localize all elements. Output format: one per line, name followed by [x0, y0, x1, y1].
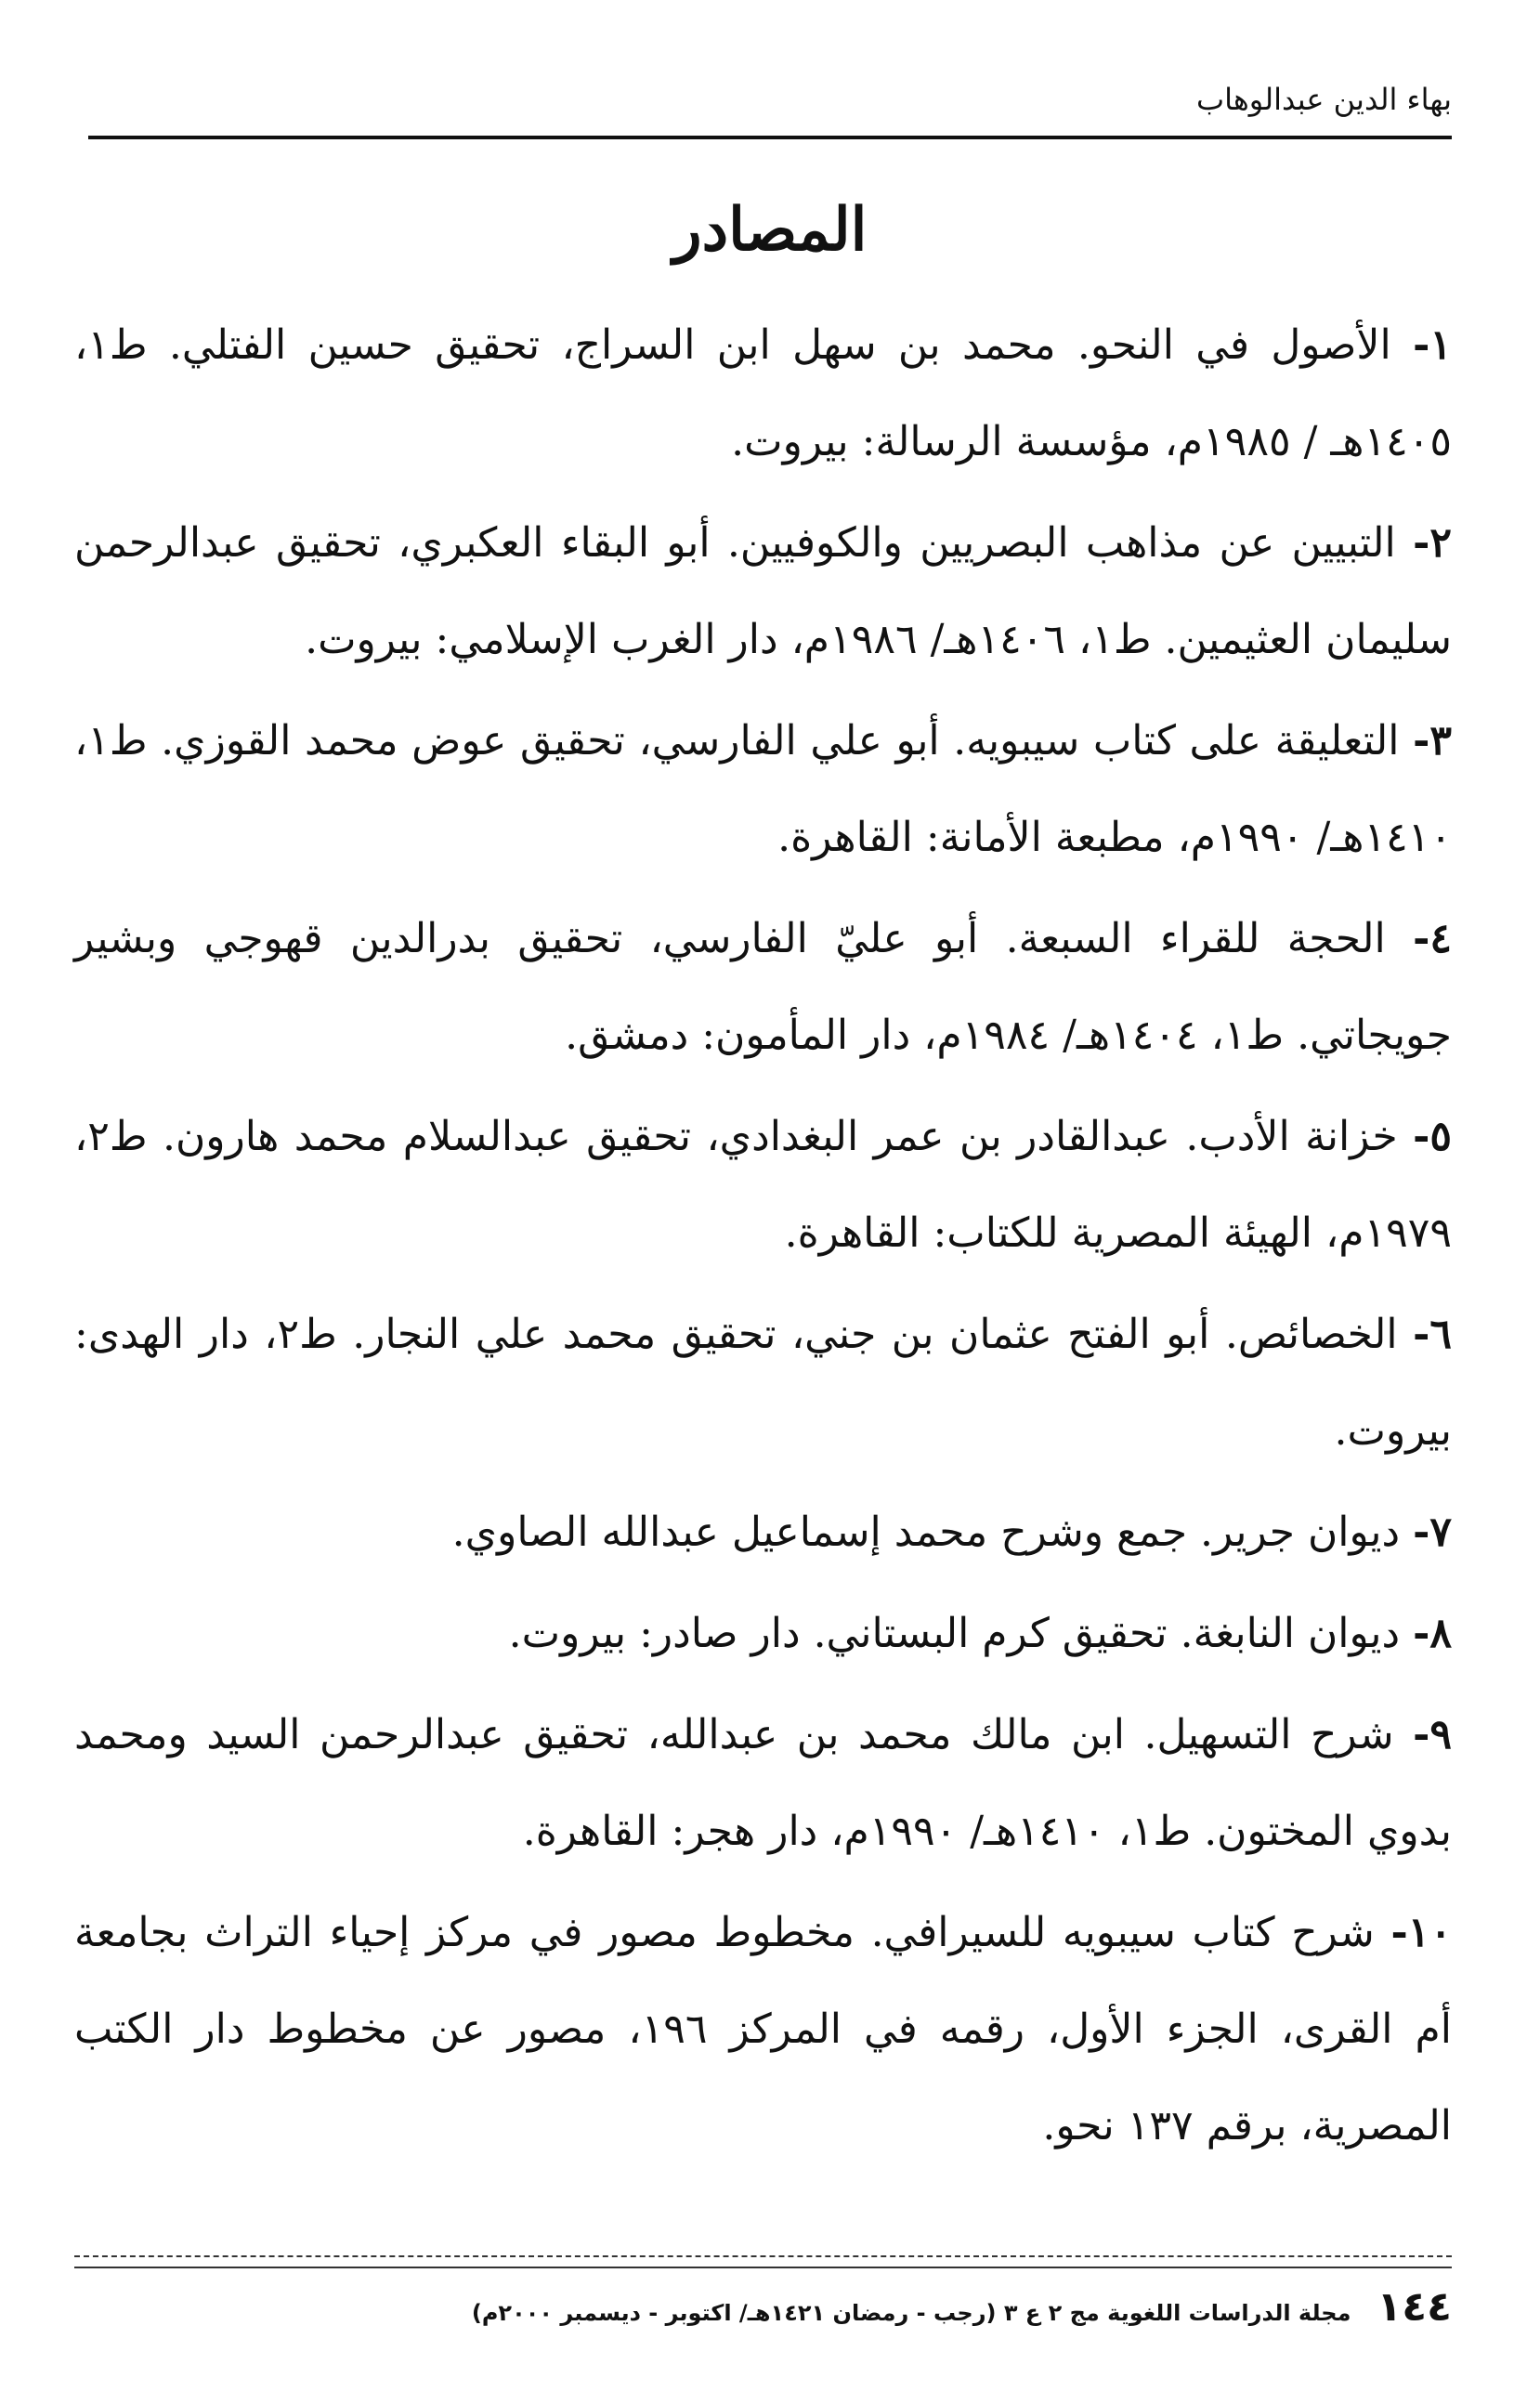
- reference-item: [74, 1484, 1452, 1581]
- reference-number: ٥-: [1413, 1113, 1452, 1160]
- reference-text: ديوان النابغة. تحقيق كرم البستاني. دار صادر: بيروت.: [508, 1610, 1401, 1657]
- reference-item: [74, 297, 1452, 490]
- reference-item: [74, 1287, 1452, 1480]
- reference-number: ٢-: [1413, 519, 1452, 567]
- section-title: المصادر: [672, 195, 868, 265]
- reference-item: [74, 1885, 1452, 2175]
- reference-text: التعليقة على كتاب سيبويه. أبو علي الفارسي، تحقيق عوض محمد القوزي. ط١، ١٤١٠هـ/ ١٩٩٠م، مطبعة الأمانة: القاهرة.: [74, 717, 1452, 861]
- reference-number: ١-: [1413, 321, 1452, 369]
- reference-text: خزانة الأدب. عبدالقادر بن عمر البغدادي، تحقيق عبدالسلام محمد هارون. ط٢، ١٩٧٩م، الهيئة المصرية للكتاب: القاهرة.: [74, 1113, 1452, 1257]
- page-footer: [88, 2283, 1452, 2331]
- running-head-author: بهاء الدين عبدالوهاب: [1196, 82, 1452, 117]
- footer-rule: [74, 2267, 1452, 2268]
- reference-text: الأصول في النحو. محمد بن سهل ابن السراج، تحقيق حسين الفتلي. ط١، ١٤٠٥هـ / ١٩٨٥م، مؤسسة الرسالة: بيروت.: [74, 321, 1452, 465]
- footer-dashed-rule: [74, 2255, 1452, 2257]
- reference-number: ٩-: [1413, 1711, 1452, 1758]
- reference-number: ٧-: [1413, 1509, 1452, 1556]
- reference-text: ديوان جرير. جمع وشرح محمد إسماعيل عبدالله الصاوي.: [451, 1509, 1401, 1556]
- references-list: [74, 297, 1452, 2179]
- header-rule: [88, 136, 1452, 139]
- reference-text: شرح كتاب سيبويه للسيرافي. مخطوط مصور في مركز إحياء التراث بجامعة أم القرى، الجزء الأول، رقمه في المركز ١٩٦، مصور عن مخطوط دار الكتب المصرية، برقم ١٣٧ نحو.: [74, 1909, 1452, 2149]
- reference-item: [74, 1089, 1452, 1282]
- reference-item: [74, 495, 1452, 688]
- reference-number: ٣-: [1413, 717, 1452, 764]
- reference-text: شرح التسهيل. ابن مالك محمد بن عبدالله، تحقيق عبدالرحمن السيد ومحمد بدوي المختون. ط١، ١٤١٠هـ/ ١٩٩٠م، دار هجر: القاهرة.: [74, 1711, 1452, 1855]
- reference-text: التبيين عن مذاهب البصريين والكوفيين. أبو البقاء العكبري، تحقيق عبدالرحمن سليمان العثيمين. ط١، ١٤٠٦هـ/ ١٩٨٦م، دار الغرب الإسلامي: بيروت.: [74, 519, 1452, 663]
- journal-citation: مجلة الدراسات اللغوية مج ٢ ع ٣ (رجب - رمضان ١٤٢١هـ/ اكتوبر - ديسمبر ٢٠٠٠م): [471, 2300, 1351, 2326]
- reference-text: الخصائص. أبو الفتح عثمان بن جني، تحقيق محمد علي النجار. ط٢، دار الهدى: بيروت.: [74, 1311, 1452, 1455]
- reference-item: [74, 1586, 1452, 1682]
- reference-number: ٤-: [1413, 915, 1452, 962]
- reference-item: [74, 891, 1452, 1084]
- reference-item: [74, 693, 1452, 886]
- page-number: ١٤٤: [1377, 2283, 1452, 2331]
- reference-number: ١٠-: [1390, 1909, 1452, 1956]
- reference-item: [74, 1687, 1452, 1880]
- reference-text: الحجة للقراء السبعة. أبو عليّ الفارسي، تحقيق بدرالدين قهوجي وبشير جويجاتي. ط١، ١٤٠٤هـ/ ١٩٨٤م، دار المأمون: دمشق.: [74, 915, 1452, 1059]
- reference-number: ٦-: [1413, 1311, 1452, 1358]
- reference-number: ٨-: [1413, 1610, 1452, 1657]
